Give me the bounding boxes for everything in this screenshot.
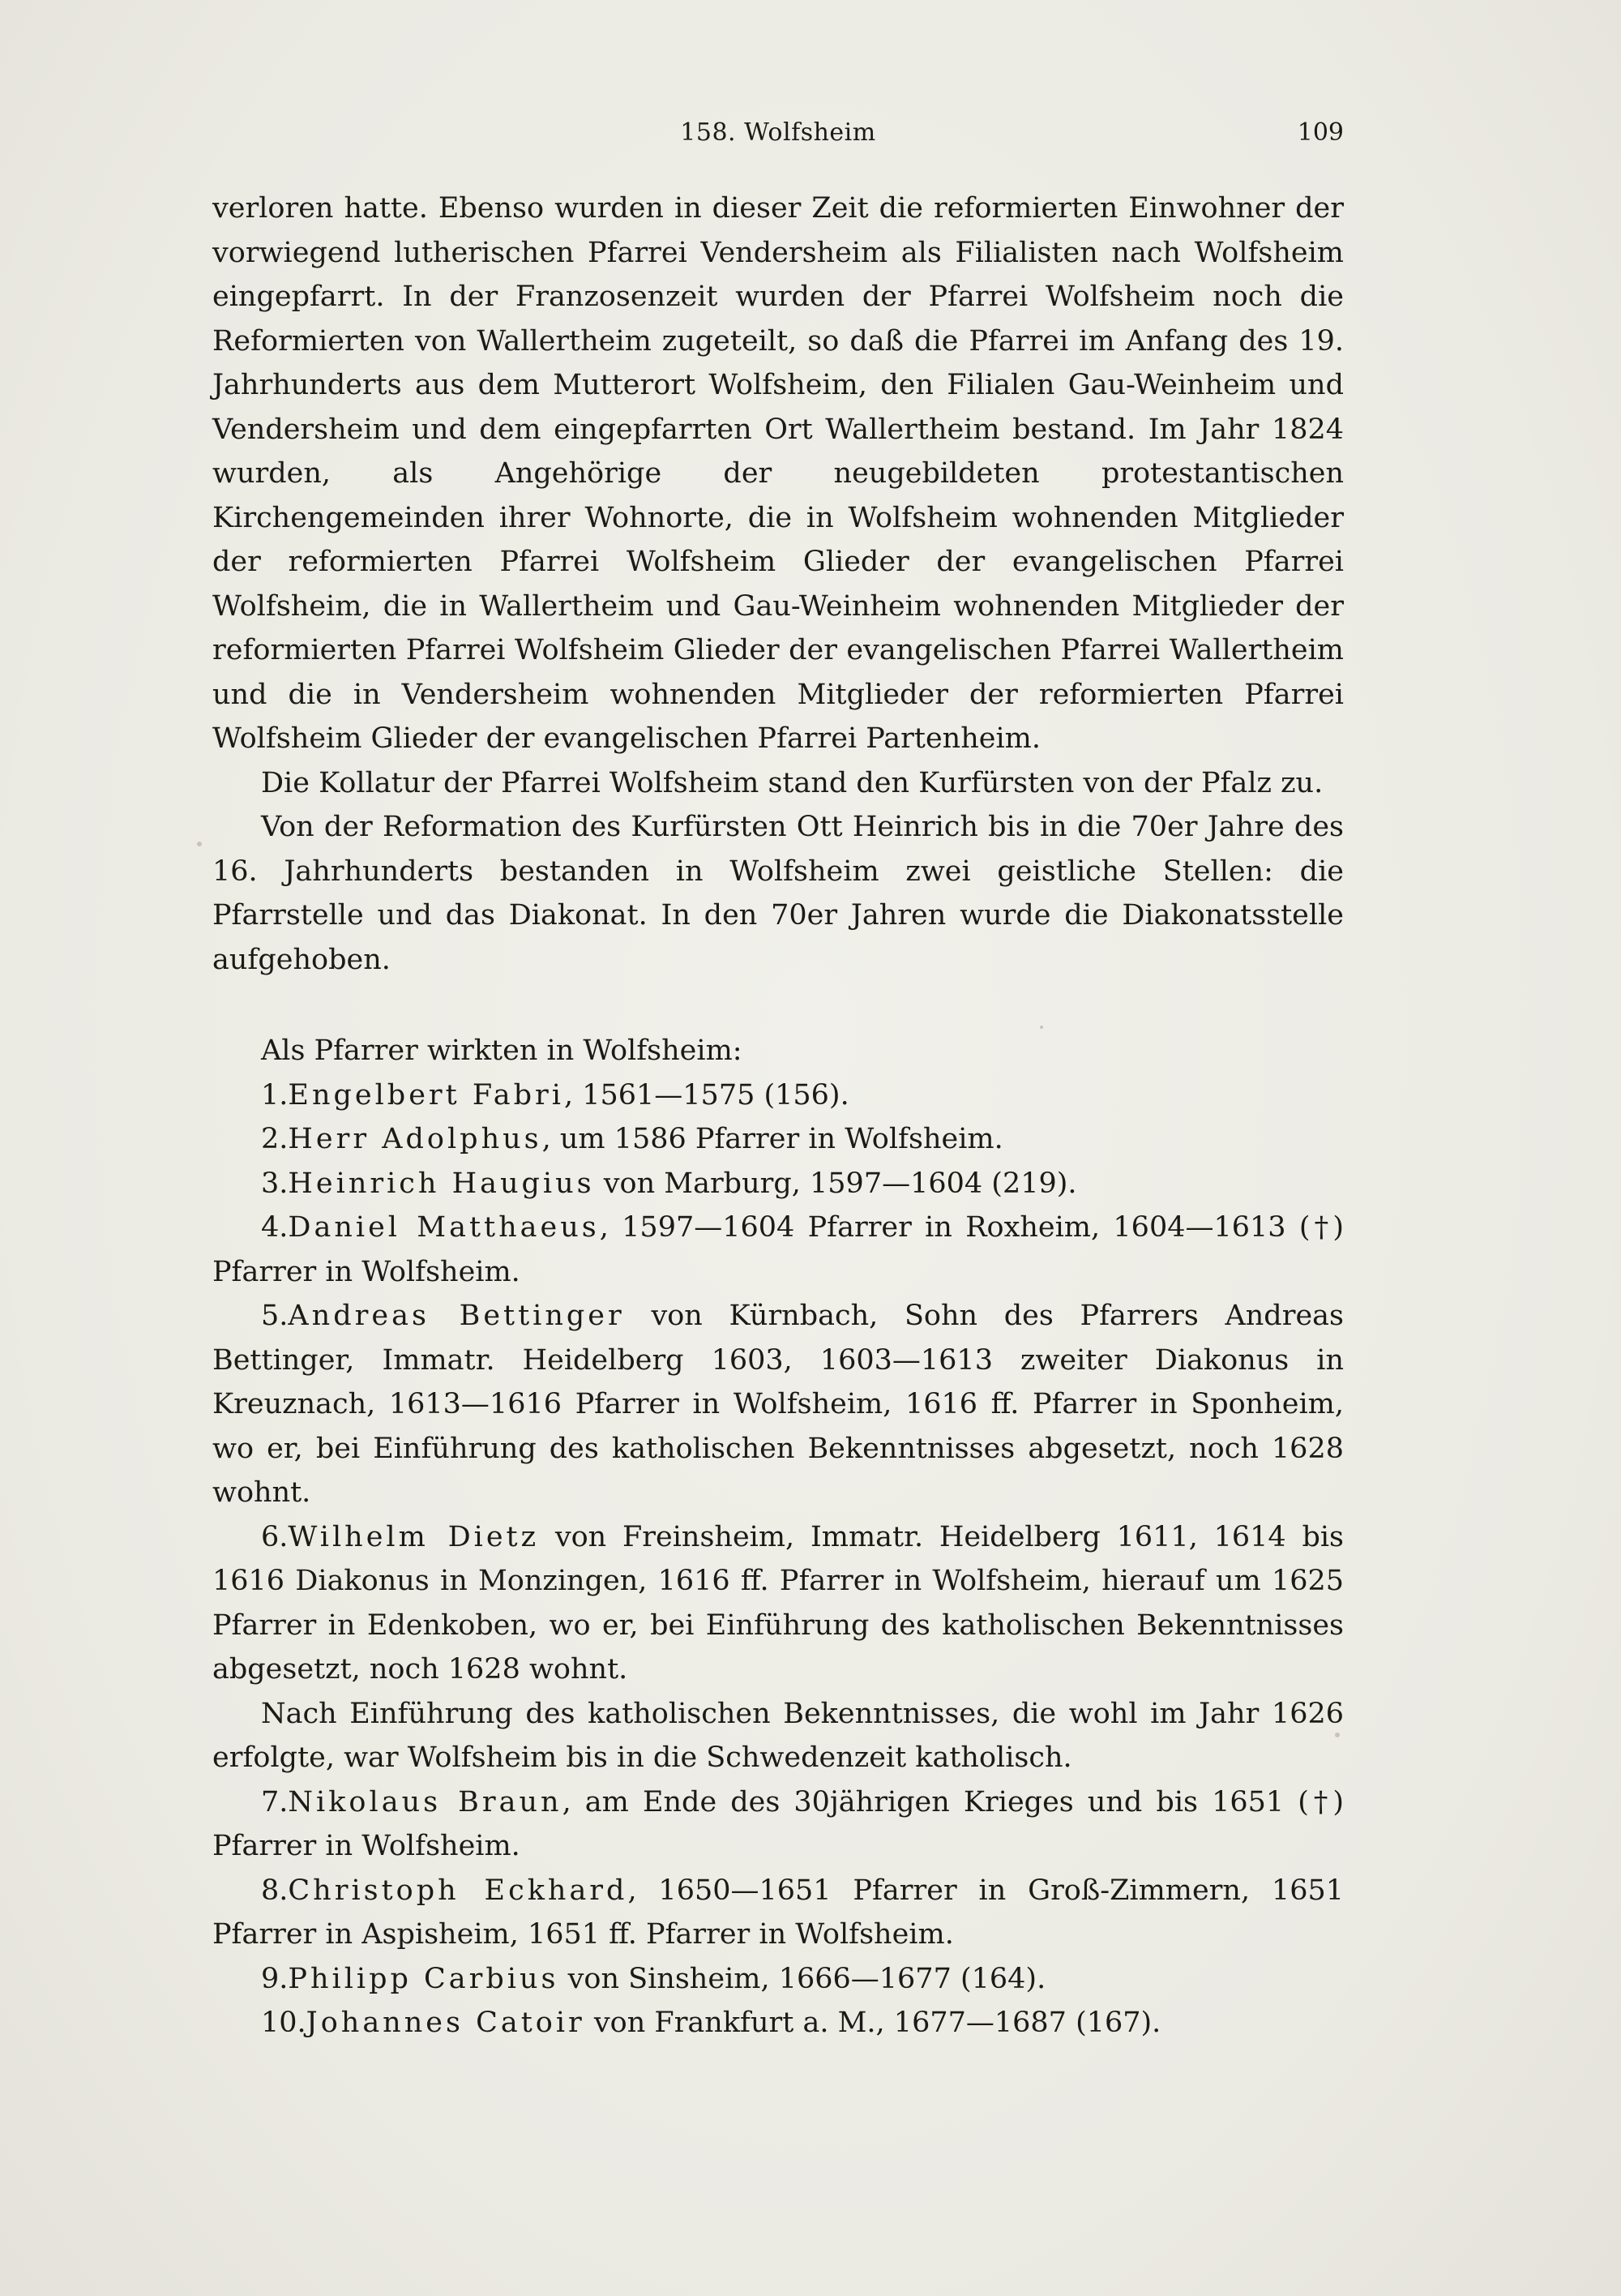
list-item xyxy=(212,1117,1344,1162)
pastor-name: Engelbert Fabri xyxy=(288,1078,564,1112)
entry-number: 7. xyxy=(261,1785,289,1818)
paper-speck xyxy=(197,842,202,846)
paragraph-2: Die Kollatur der Pfarrei Wolfsheim stand den Kurfürsten von der Pfalz zu. xyxy=(261,766,1324,799)
section-gap xyxy=(212,982,1344,1029)
entry-text: von Kürnbach, Sohn des Pfarrers Andreas Bettinger, Immatr. Heidelberg 1603, 1603—1613 zweiter Diakonus in Kreuznach, 1613—1616 Pfarrer in Wolfsheim, 1616 ff. Pfarrer in Sponheim, wo er, bei Einführung des katholischen Bekenntnisses abgesetzt, noch 1628 wohnt. xyxy=(212,1300,1344,1509)
entry-text: von Marburg, 1597—1604 (219). xyxy=(594,1167,1077,1200)
entry-number: 4. xyxy=(261,1211,289,1244)
list-item xyxy=(212,1957,1344,2002)
list-intro: Als Pfarrer wirkten in Wolfsheim: xyxy=(261,1034,742,1067)
entry-number: 10. xyxy=(261,2007,306,2039)
entry-number: 2. xyxy=(261,1123,289,1155)
entry-text: von Sinsheim, 1666—1677 (164). xyxy=(558,1962,1046,1995)
running-title: 158. Wolfsheim xyxy=(680,118,876,147)
paragraph-1: verloren hatte. Ebenso wurden in dieser Zeit die reformierten Einwohner der vorwiegend lutherischen Pfarrei Vendersheim als Filialisten nach Wolfsheim eingepfarrt. In der Franzosenzeit wurden der Pfarrei Wolfsheim noch die Reformierten von Wallertheim zugeteilt, so daß die Pfarrei im Anfang des 19. Jahrhunderts aus dem Mutterort Wolfsheim, den Filialen Gau-Weinheim und Vendersheim und dem eingepfarrten Ort Wallertheim bestand. Im Jahr 1824 wurden, als Angehörige der neugebildeten protestantischen Kirchengemeinden ihrer Wohnorte, die in Wolfsheim wohnenden Mitglieder der reformierten Pfarrei Wolfsheim Glieder der evangelischen Pfarrei Wolfsheim, die in Wallertheim und Gau-Weinheim wohnenden Mitglieder der reformierten Pfarrei Wolfsheim Glieder der evangelischen Pfarrei Wallertheim und die in Vendersheim wohnenden Mitglieder der reformierten Pfarrei Wolfsheim Glieder der evangelischen Pfarrei Partenheim. xyxy=(212,192,1344,755)
body-text xyxy=(212,186,1344,2045)
list-item xyxy=(212,1073,1344,1118)
entry-text: von Frankfurt a. M., 1677—1687 (167). xyxy=(584,2007,1161,2039)
paper-speck xyxy=(1335,1733,1340,1737)
entry-number: 1. xyxy=(261,1078,289,1112)
pastor-name: Heinrich Haugius xyxy=(288,1167,595,1200)
pastor-name: Daniel Matthaeus xyxy=(288,1211,600,1244)
entry-text: , 1597—1604 Pfarrer in Roxheim, 1604—1613 (†) Pfarrer in Wolfsheim. xyxy=(212,1211,1344,1288)
paragraph-3: Von der Reformation des Kurfürsten Ott Heinrich bis in die 70er Jahre des 16. Jahrhunderts bestanden in Wolfsheim zwei geistliche Stellen: die Pfarrstelle und das Diakonat. In den 70er Jahren wurde die Diakonatsstelle aufgehoben. xyxy=(212,811,1344,976)
entry-number: 5. xyxy=(261,1300,289,1332)
page-number: 109 xyxy=(1297,118,1344,147)
pastor-name: Nikolaus Braun xyxy=(288,1785,562,1818)
list-item xyxy=(212,1515,1344,1692)
pastor-name: Johannes Catoir xyxy=(306,2007,585,2039)
page-header xyxy=(212,112,1344,152)
list-item xyxy=(212,2001,1344,2045)
entry-number: 3. xyxy=(261,1167,289,1200)
pastor-name: Philipp Carbius xyxy=(288,1962,559,1995)
list-item xyxy=(212,1294,1344,1515)
list-item xyxy=(212,1162,1344,1206)
entry-text: von Freinsheim, Immatr. Heidelberg 1611, 1614 bis 1616 Diakonus in Monzingen, 1616 ff. Pfarrer in Wolfsheim, hierauf um 1625 Pfarrer in Edenkoben, wo er, bei Einführung des katholischen Bekenntnisses abgesetzt, noch 1628 wohnt. xyxy=(212,1520,1345,1686)
entry-number: 9. xyxy=(261,1962,289,1995)
list-item xyxy=(212,1206,1344,1294)
pastor-name: Andreas Bettinger xyxy=(288,1300,625,1332)
list-item xyxy=(212,1780,1344,1869)
entry-text: , um 1586 Pfarrer in Wolfsheim. xyxy=(541,1123,1003,1155)
entry-number: 8. xyxy=(261,1874,289,1907)
pastor-name: Christoph Eckhard xyxy=(288,1874,628,1907)
pastor-name: Herr Adolphus xyxy=(288,1123,542,1155)
paper-speck xyxy=(1040,1026,1043,1029)
interlude-paragraph: Nach Einführung des katholischen Bekenntnisses, die wohl im Jahr 1626 erfolgte, war Wolfsheim bis in die Schwedenzeit katholisch. xyxy=(212,1697,1344,1774)
entry-number: 6. xyxy=(261,1520,289,1553)
entry-text: , am Ende des 30jährigen Krieges und bis 1651 (†) Pfarrer in Wolfsheim. xyxy=(212,1785,1344,1862)
entry-text: , 1561—1575 (156). xyxy=(563,1078,849,1112)
pastor-name: Wilhelm Dietz xyxy=(288,1520,540,1553)
entry-text: , 1650—1651 Pfarrer in Groß-Zimmern, 1651 Pfarrer in Aspisheim, 1651 ff. Pfarrer in Wolfsheim. xyxy=(212,1874,1344,1951)
list-item xyxy=(212,1869,1344,1957)
